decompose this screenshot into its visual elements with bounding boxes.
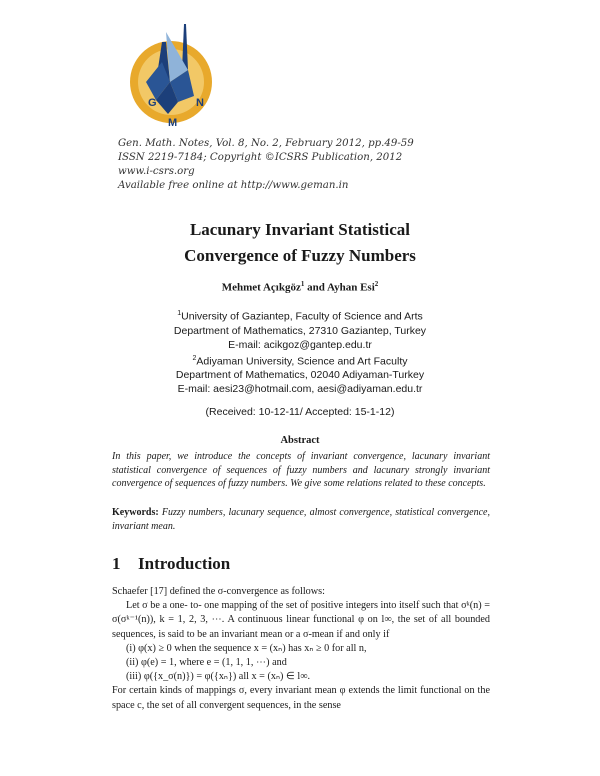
author-1-sup: 1 [300, 280, 305, 288]
paper-title-line1: Lacunary Invariant Statistical [189, 220, 411, 239]
affiliations [0, 307, 600, 396]
keywords-text: Fuzzy numbers, lacunary sequence, almost convergence, statistical convergence, invariant mean. [112, 507, 490, 532]
keywords [112, 506, 490, 533]
journal-issn: ISSN 2219-7184; Copyright ©ICSRS Publication, 2012 [118, 152, 403, 163]
affil-1-email[interactable]: E-mail: acikgoz@gantep.edu.tr [228, 338, 372, 351]
received-dates: (Received: 10-12-11/ Accepted: 15-1-12) [205, 406, 395, 418]
body-item-i: (i) φ(x) ≥ 0 when the sequence x = (xₙ) has xₙ ≥ 0 for all n, [126, 642, 367, 654]
journal-citation: Gen. Math. Notes, Vol. 8, No. 2, February 2012, pp.49-59 [118, 138, 414, 149]
body-item-ii: (ii) φ(e) = 1, where e = (1, 1, 1, ⋯) and [126, 657, 287, 669]
affil-2-sup: 2 [192, 354, 197, 362]
abstract-heading: Abstract [280, 435, 320, 446]
logo-letter-m: M [168, 117, 178, 129]
author-2-sup: 2 [374, 280, 379, 288]
body-item-iii: (iii) φ({x_σ(n)}) = φ({xₙ}) all x = (xₙ) ∈ l∞. [126, 671, 311, 683]
journal-website[interactable]: www.i-csrs.org [118, 166, 195, 177]
author-conj: and [304, 281, 327, 294]
author-1: Mehmet Açıkgöz [221, 281, 301, 294]
section-number: 1 [112, 554, 121, 573]
affil-2-line1: Adiyaman University, Science and Art Faculty [196, 355, 408, 367]
body-p2: Let σ be a one- to- one mapping of the set of positive integers into itself such that σᵏ(n) = σ(σᵏ⁻¹(n)), k = 1, 2, 3, ⋯. A continuous linear functional φ on l∞, the set of all bounded sequences, is said to be an invariant mean or a σ-mean if and only if [112, 600, 490, 640]
journal-availability: Available free online at http://www.geman.in [118, 180, 349, 191]
paper-title-line2: Convergence of Fuzzy Numbers [184, 246, 416, 265]
affil-1-line2: Department of Mathematics, 27310 Gaziantep, Turkey [173, 324, 427, 337]
abstract-text: In this paper, we introduce the concepts of invariant convergence, lacunary invariant statistical convergence of sequences of fuzzy numbers and lacunary strongly invariant convergence of sequences of fuzzy numbers. We give some relations related to these concepts. [112, 451, 490, 489]
author-2: Ayhan Esi [326, 281, 375, 294]
body-text [112, 585, 490, 713]
section-heading [112, 554, 230, 574]
logo-letter-g: G [148, 97, 157, 109]
logo-letter-n: N [196, 97, 204, 109]
affil-1-sup: 1 [177, 310, 182, 317]
section-title: Introduction [138, 554, 231, 573]
affil-1-line1: University of Gaziantep, Faculty of Science and Arts [181, 310, 423, 323]
journal-logo [126, 22, 216, 134]
keywords-label: Keywords: [112, 507, 159, 518]
affil-2-email[interactable]: E-mail: aesi23@hotmail.com, aesi@adiyaman.edu.tr [177, 383, 423, 395]
body-p3: For certain kinds of mappings σ, every invariant mean φ extends the limit functional on the space c, the set of all convergent sequences, in the sense [112, 685, 490, 711]
authors [0, 280, 600, 294]
body-p1: Schaefer [17] defined the σ-convergence as follows: [112, 586, 325, 597]
affil-2-line2: Department of Mathematics, 02040 Adiyaman-Turkey [175, 369, 425, 381]
